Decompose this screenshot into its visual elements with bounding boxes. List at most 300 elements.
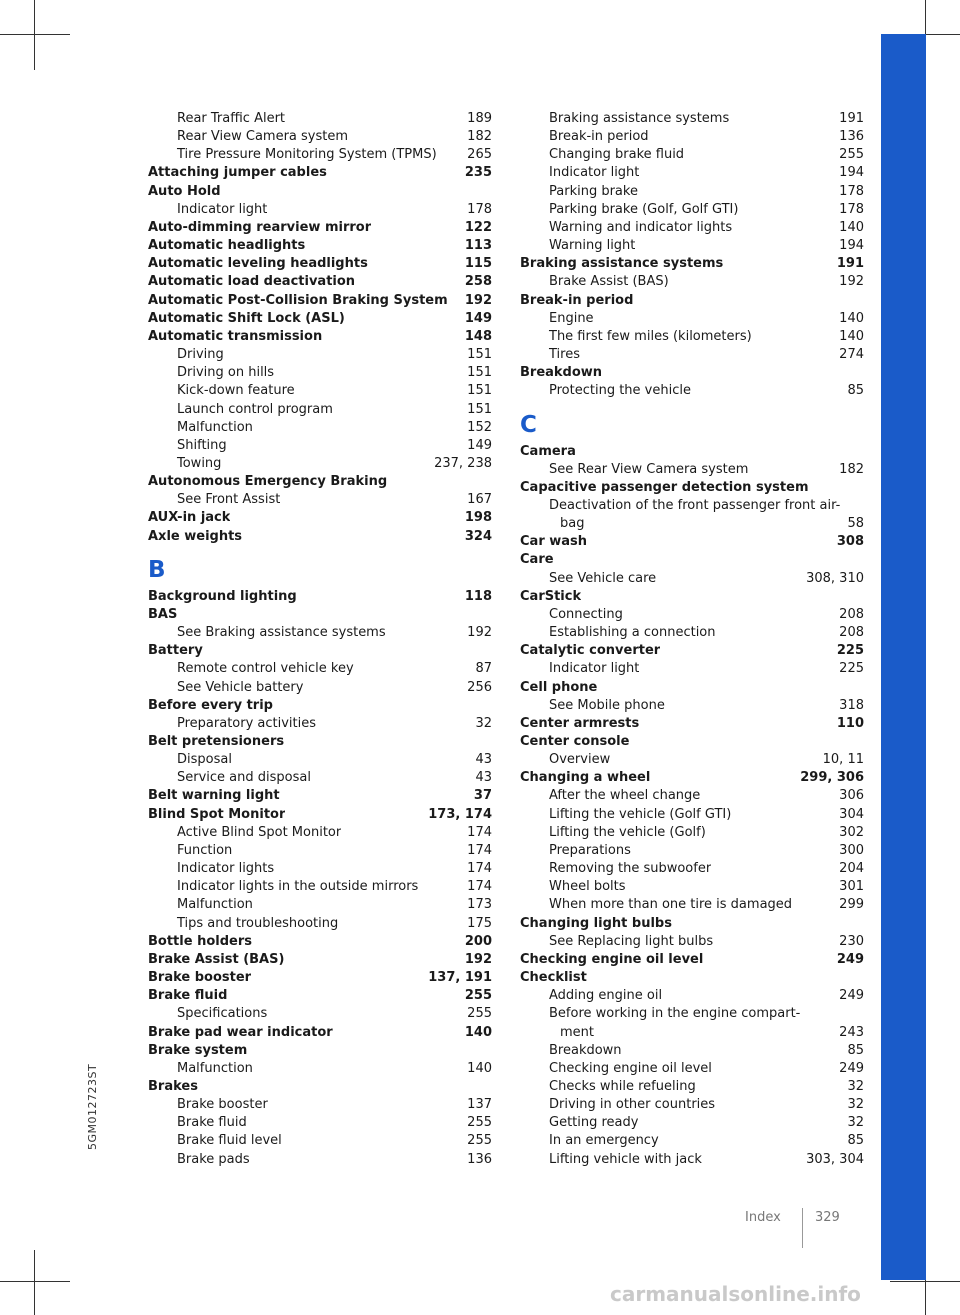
index-subentry (520, 1132, 864, 1150)
index-page-ref[interactable]: 192 (467, 625, 492, 641)
index-subentry (148, 751, 492, 769)
index-term: Adding engine oil (549, 988, 663, 1004)
index-term: Remote control vehicle key (177, 661, 354, 677)
index-page-ref[interactable]: 10, 11 (822, 752, 864, 768)
index-subentry (520, 697, 864, 715)
index-entry (520, 769, 864, 787)
index-subentry (148, 491, 492, 509)
index-term: Blind Spot Monitor (148, 806, 286, 822)
index-term: Lifting the vehicle (Golf GTI) (549, 806, 732, 822)
index-page-ref[interactable]: 255 (839, 147, 864, 163)
index-page-ref[interactable]: 32 (847, 1097, 864, 1113)
index-entry (520, 733, 864, 751)
index-term: Axle weights (148, 528, 243, 544)
index-page-ref[interactable]: 225 (839, 661, 864, 677)
index-page-ref[interactable]: 174 (467, 824, 492, 840)
index-subentry (148, 624, 492, 642)
index-page-ref[interactable]: 304 (839, 806, 864, 822)
index-subentry (520, 1078, 864, 1096)
index-subentry (520, 896, 864, 914)
index-subentry (148, 860, 492, 878)
index-term: Indicator light (549, 661, 640, 677)
index-page-ref[interactable]: 178 (467, 201, 492, 217)
chapter-tab (881, 34, 926, 1280)
index-page-ref[interactable]: 308 (836, 534, 864, 550)
index-page-ref[interactable]: 208 (839, 606, 864, 622)
index-term: Getting ready (549, 1115, 639, 1131)
index-subentry (148, 1132, 492, 1150)
index-subentry (520, 842, 864, 860)
index-subentry (148, 128, 492, 146)
index-page-ref[interactable]: 140 (467, 1060, 492, 1076)
index-term: Break-in period (549, 129, 649, 145)
index-subentry (520, 146, 864, 164)
index-term: Brake pads (177, 1151, 250, 1167)
index-subentry (520, 1005, 864, 1023)
index-page-ref[interactable]: 110 (836, 715, 864, 731)
index-page-ref[interactable]: 137, 191 (428, 970, 492, 986)
index-page-ref[interactable]: 58 (847, 516, 864, 532)
index-subentry (520, 570, 864, 588)
index-term: ment (560, 1024, 594, 1040)
index-page-ref[interactable]: 192 (464, 951, 492, 967)
index-term: After the wheel change (549, 788, 701, 804)
index-subentry (520, 660, 864, 678)
index-subentry (520, 1024, 864, 1042)
index-subentry (520, 273, 864, 291)
index-page-ref[interactable]: 43 (475, 770, 492, 786)
index-term: bag (560, 516, 585, 532)
index-term: Braking assistance systems (520, 256, 724, 272)
index-page-ref[interactable]: 174 (467, 861, 492, 877)
index-entry (148, 642, 492, 660)
index-page-ref[interactable]: 204 (839, 861, 864, 877)
index-page-ref[interactable]: 192 (464, 292, 492, 308)
footer-section-label: Index (745, 1210, 781, 1225)
index-page-ref[interactable]: 243 (839, 1024, 864, 1040)
index-page-ref[interactable]: 136 (467, 1151, 492, 1167)
index-subentry (520, 219, 864, 237)
index-term: Function (177, 842, 233, 858)
index-page-ref[interactable]: 140 (839, 310, 864, 326)
index-subentry (148, 769, 492, 787)
index-subentry (520, 328, 864, 346)
index-page-ref[interactable]: 182 (467, 129, 492, 145)
index-entry (520, 679, 864, 697)
index-term: Towing (177, 455, 222, 471)
index-page-ref[interactable]: 152 (467, 419, 492, 435)
index-page-ref[interactable]: 118 (464, 588, 492, 604)
index-subentry (520, 515, 864, 533)
index-term: The first few miles (kilometers) (549, 328, 752, 344)
index-subentry (520, 497, 864, 515)
index-page-ref[interactable]: 149 (464, 310, 492, 326)
index-term: Malfunction (177, 897, 253, 913)
index-page-ref[interactable]: 173, 174 (428, 806, 492, 822)
index-subentry (520, 1114, 864, 1132)
page-number: 329 (815, 1210, 840, 1225)
index-term: See Mobile phone (549, 697, 665, 713)
index-page-ref[interactable]: 249 (839, 1060, 864, 1076)
index-page-ref[interactable]: 149 (467, 437, 492, 453)
index-entry (148, 969, 492, 987)
index-entry (520, 533, 864, 551)
index-page-ref[interactable]: 32 (475, 715, 492, 731)
index-term: Auto-dimming rearview mirror (148, 219, 372, 235)
watermark: carmanualsonline.info (610, 1282, 861, 1306)
index-subentry (520, 382, 864, 400)
index-term: Cell phone (520, 679, 598, 695)
index-page-ref[interactable]: 137 (467, 1097, 492, 1113)
index-term: Connecting (549, 606, 623, 622)
index-page-ref[interactable]: 140 (464, 1024, 492, 1040)
index-term: Checklist (520, 970, 587, 986)
index-page-ref[interactable]: 178 (839, 183, 864, 199)
index-subentry (520, 183, 864, 201)
index-subentry (148, 1151, 492, 1169)
index-term: Braking assistance systems (549, 111, 730, 126)
index-subentry (148, 842, 492, 860)
footer-divider (802, 1208, 803, 1248)
index-subentry (520, 824, 864, 842)
index-entry (520, 479, 864, 497)
index-entry (148, 1078, 492, 1096)
index-entry (148, 1024, 492, 1042)
index-page-ref[interactable]: 235 (464, 165, 492, 181)
index-term: Breakdown (520, 365, 603, 381)
index-term: Establishing a connection (549, 625, 716, 641)
index-entry (148, 164, 492, 182)
index-page-ref[interactable]: 140 (839, 328, 864, 344)
index-subentry (148, 915, 492, 933)
index-term: Brakes (148, 1078, 198, 1094)
index-page-ref[interactable]: 87 (475, 661, 492, 677)
document-code: 5GM012723ST (86, 1063, 99, 1150)
index-term: Center console (520, 734, 630, 749)
index-page-ref[interactable]: 324 (464, 528, 492, 544)
index-subentry (520, 110, 864, 128)
index-page-ref[interactable]: 255 (467, 1133, 492, 1149)
index-page-ref[interactable]: 174 (467, 842, 492, 858)
index-page-ref[interactable]: 318 (839, 697, 864, 713)
index-term: Checking engine oil level (520, 951, 704, 967)
index-page-ref[interactable]: 237, 238 (434, 455, 492, 471)
index-subentry (520, 237, 864, 255)
index-term: Automatic transmission (148, 328, 323, 344)
index-page-ref[interactable]: 301 (839, 879, 864, 895)
index-entry (520, 443, 864, 461)
index-letter-heading: B (148, 556, 166, 583)
index-term: Capacitive passenger detection system (520, 479, 809, 495)
index-term: Warning light (549, 238, 636, 254)
index-subentry (148, 382, 492, 400)
index-page-ref[interactable]: 306 (839, 788, 864, 804)
index-entry (148, 237, 492, 255)
index-term: Active Blind Spot Monitor (177, 824, 342, 840)
index-page-ref[interactable]: 249 (836, 951, 864, 967)
index-term: Driving in other countries (549, 1097, 716, 1113)
index-term: Malfunction (177, 419, 253, 435)
index-entry (148, 787, 492, 805)
index-term: Tires (549, 347, 580, 363)
index-page-ref[interactable]: 151 (467, 383, 492, 399)
index-term: Tire Pressure Monitoring System (TPMS) (177, 147, 437, 163)
index-term: Brake Assist (BAS) (148, 951, 285, 967)
index-letter-heading: C (520, 411, 537, 438)
index-page-ref[interactable]: 249 (839, 988, 864, 1004)
index-subentry (148, 1005, 492, 1023)
index-subentry (520, 624, 864, 642)
index-page-ref[interactable]: 85 (847, 1042, 864, 1058)
index-subentry (520, 878, 864, 896)
index-term: Automatic Post-Collision Braking System (148, 292, 448, 308)
index-term: See Rear View Camera system (549, 461, 749, 477)
index-subentry (148, 364, 492, 382)
index-term: Automatic headlights (148, 238, 306, 254)
index-term: Engine (549, 310, 594, 326)
index-entry (148, 528, 492, 546)
index-page-ref[interactable]: 182 (839, 461, 864, 477)
index-subentry (520, 201, 864, 219)
index-term: In an emergency (549, 1133, 659, 1149)
index-term: Automatic load deactivation (148, 274, 356, 290)
index-term: Launch control program (177, 401, 333, 417)
index-page-ref[interactable]: 122 (464, 219, 492, 235)
crop-mark (34, 0, 35, 70)
index-term: Indicator light (177, 201, 268, 217)
index-page-ref[interactable]: 255 (467, 1006, 492, 1022)
index-subentry (148, 896, 492, 914)
index-entry (148, 951, 492, 969)
index-term: Parking brake (549, 183, 638, 199)
index-page-ref[interactable]: 230 (839, 933, 864, 949)
index-subentry (148, 1060, 492, 1078)
index-term: Brake booster (148, 970, 252, 986)
index-page-ref[interactable]: 302 (839, 824, 864, 840)
index-term: Driving (177, 347, 224, 363)
index-term: Rear Traffic Alert (177, 111, 286, 126)
index-term: Brake fluid (177, 1115, 247, 1131)
index-page-ref[interactable]: 200 (464, 933, 492, 949)
index-term: Belt pretensioners (148, 734, 285, 749)
index-term: Kick-down feature (177, 383, 295, 399)
index-page-ref[interactable]: 140 (839, 219, 864, 235)
index-page-ref[interactable]: 173 (467, 897, 492, 913)
index-entry (148, 292, 492, 310)
index-term: Attaching jumper cables (148, 165, 327, 181)
index-subentry (520, 860, 864, 878)
index-term: Deactivation of the front passenger front air- (549, 497, 841, 513)
crop-mark (34, 1250, 35, 1315)
index-column-left (148, 110, 492, 1169)
index-column-right (520, 110, 864, 1169)
index-term: Checks while refueling (549, 1078, 696, 1094)
index-subentry (148, 146, 492, 164)
index-term: Parking brake (Golf, Golf GTI) (549, 201, 739, 217)
index-term: Before working in the engine compart- (549, 1006, 801, 1022)
index-page-ref[interactable]: 198 (464, 510, 492, 526)
index-page-ref[interactable]: 113 (464, 238, 492, 254)
index-subentry (148, 455, 492, 473)
index-page-ref[interactable]: 300 (839, 842, 864, 858)
index-term: Brake system (148, 1042, 248, 1058)
index-page-ref[interactable]: 167 (467, 492, 492, 508)
index-term: Lifting vehicle with jack (549, 1151, 702, 1167)
index-page-ref[interactable]: 208 (839, 625, 864, 641)
index-subentry (148, 679, 492, 697)
index-term: Breakdown (549, 1042, 622, 1058)
index-term: Brake booster (177, 1097, 268, 1113)
index-term: Removing the subwoofer (549, 861, 712, 877)
index-subentry (520, 1151, 864, 1169)
index-term: Break-in period (520, 292, 634, 308)
index-term: Center armrests (520, 715, 640, 731)
index-subentry (520, 346, 864, 364)
index-page-ref[interactable]: 174 (467, 879, 492, 895)
index-page-ref[interactable]: 299 (839, 897, 864, 913)
index-page-ref[interactable]: 115 (464, 256, 492, 272)
index-term: Wheel bolts (549, 879, 626, 895)
index-entry (148, 509, 492, 527)
index-page-ref[interactable]: 194 (839, 165, 864, 181)
index-entry (148, 183, 492, 201)
index-subentry (148, 715, 492, 733)
index-subentry (148, 660, 492, 678)
index-term: Bottle holders (148, 933, 252, 949)
index-subentry (520, 987, 864, 1005)
index-page-ref[interactable]: 175 (467, 915, 492, 931)
index-subentry (520, 1096, 864, 1114)
index-page-ref[interactable]: 85 (847, 383, 864, 399)
index-term: See Vehicle care (549, 570, 657, 586)
index-term: Automatic Shift Lock (ASL) (148, 310, 345, 326)
index-term: Brake pad wear indicator (148, 1024, 333, 1040)
index-page-ref[interactable]: 225 (836, 643, 864, 659)
index-page-ref[interactable]: 265 (467, 147, 492, 163)
index-subentry (520, 933, 864, 951)
index-term: Rear View Camera system (177, 129, 349, 145)
index-page-ref[interactable]: 256 (467, 679, 492, 695)
index-term: CarStick (520, 588, 582, 604)
index-page-ref[interactable]: 308, 310 (806, 570, 864, 586)
index-term: Brake fluid (148, 988, 228, 1004)
index-page-ref[interactable]: 189 (467, 111, 492, 126)
index-entry (520, 915, 864, 933)
index-term: Tips and troubleshooting (177, 915, 339, 931)
index-entry (148, 328, 492, 346)
index-entry (520, 292, 864, 310)
index-term: Malfunction (177, 1060, 253, 1076)
index-page-ref[interactable]: 274 (839, 347, 864, 363)
index-subentry (148, 1096, 492, 1114)
index-term: Indicator lights in the outside mirrors (177, 879, 419, 895)
index-page-ref[interactable]: 303, 304 (806, 1151, 864, 1167)
index-subentry (520, 1060, 864, 1078)
index-page-ref[interactable]: 255 (467, 1115, 492, 1131)
index-page-ref[interactable]: 32 (847, 1078, 864, 1094)
index-term: Disposal (177, 752, 232, 768)
index-term: Indicator lights (177, 861, 275, 877)
index-term: Indicator light (549, 165, 640, 181)
index-page-ref[interactable]: 151 (467, 347, 492, 363)
index-entry (148, 733, 492, 751)
index-term: See Braking assistance systems (177, 625, 386, 641)
index-term: See Replacing light bulbs (549, 933, 714, 949)
index-term: Brake fluid level (177, 1133, 282, 1149)
index-term: Brake Assist (BAS) (549, 274, 669, 290)
index-entry (148, 806, 492, 824)
index-term: See Vehicle battery (177, 679, 304, 695)
index-term: Driving on hills (177, 365, 275, 381)
index-subentry (520, 461, 864, 479)
index-term: Specifications (177, 1006, 268, 1022)
index-entry (520, 364, 864, 382)
index-page-ref[interactable]: 258 (464, 274, 492, 290)
index-page-ref[interactable]: 299, 306 (800, 770, 864, 786)
index-subentry (520, 606, 864, 624)
index-term: Warning and indicator lights (549, 219, 733, 235)
index-term: Service and disposal (177, 770, 311, 786)
index-page-ref[interactable]: 178 (839, 201, 864, 217)
index-term: Preparations (549, 842, 631, 858)
index-term: Shifting (177, 437, 227, 453)
index-entry (148, 697, 492, 715)
index-page-ref[interactable]: 148 (464, 328, 492, 344)
index-entry (520, 588, 864, 606)
index-term: BAS (148, 606, 178, 622)
index-entry (520, 715, 864, 733)
index-page-ref[interactable]: 192 (839, 274, 864, 290)
index-page-ref[interactable]: 191 (836, 256, 864, 272)
index-term: Changing light bulbs (520, 915, 672, 931)
index-term: Battery (148, 643, 203, 659)
index-term: AUX-in jack (148, 510, 231, 526)
index-subentry (148, 401, 492, 419)
index-page-ref[interactable]: 151 (467, 401, 492, 417)
index-subentry (148, 110, 492, 128)
index-entry (148, 1042, 492, 1060)
index-entry (520, 551, 864, 569)
index-page-ref[interactable]: 32 (847, 1115, 864, 1131)
index-term: Protecting the vehicle (549, 383, 691, 399)
index-subentry (520, 806, 864, 824)
crop-mark (0, 1281, 70, 1282)
index-term: Preparatory activities (177, 715, 317, 731)
index-page-ref[interactable]: 85 (847, 1133, 864, 1149)
index-term: See Front Assist (177, 492, 281, 508)
index-subentry (148, 437, 492, 455)
index-term: Catalytic converter (520, 643, 661, 659)
index-term: Before every trip (148, 697, 273, 713)
index-subentry (520, 310, 864, 328)
index-page-ref[interactable]: 255 (464, 988, 492, 1004)
index-page-ref[interactable]: 194 (839, 238, 864, 254)
index-entry (520, 969, 864, 987)
index-entry (520, 255, 864, 273)
index-page-ref[interactable]: 191 (839, 111, 864, 126)
index-page-ref[interactable]: 37 (473, 788, 492, 804)
index-subentry (148, 201, 492, 219)
index-subentry (148, 419, 492, 437)
index-term: Belt warning light (148, 788, 280, 804)
index-term: Checking engine oil level (549, 1060, 712, 1076)
index-page-ref[interactable]: 43 (475, 752, 492, 768)
index-page-ref[interactable]: 151 (467, 365, 492, 381)
index-entry (148, 219, 492, 237)
index-entry (148, 473, 492, 491)
index-entry (148, 606, 492, 624)
index-page-ref[interactable]: 136 (839, 129, 864, 145)
